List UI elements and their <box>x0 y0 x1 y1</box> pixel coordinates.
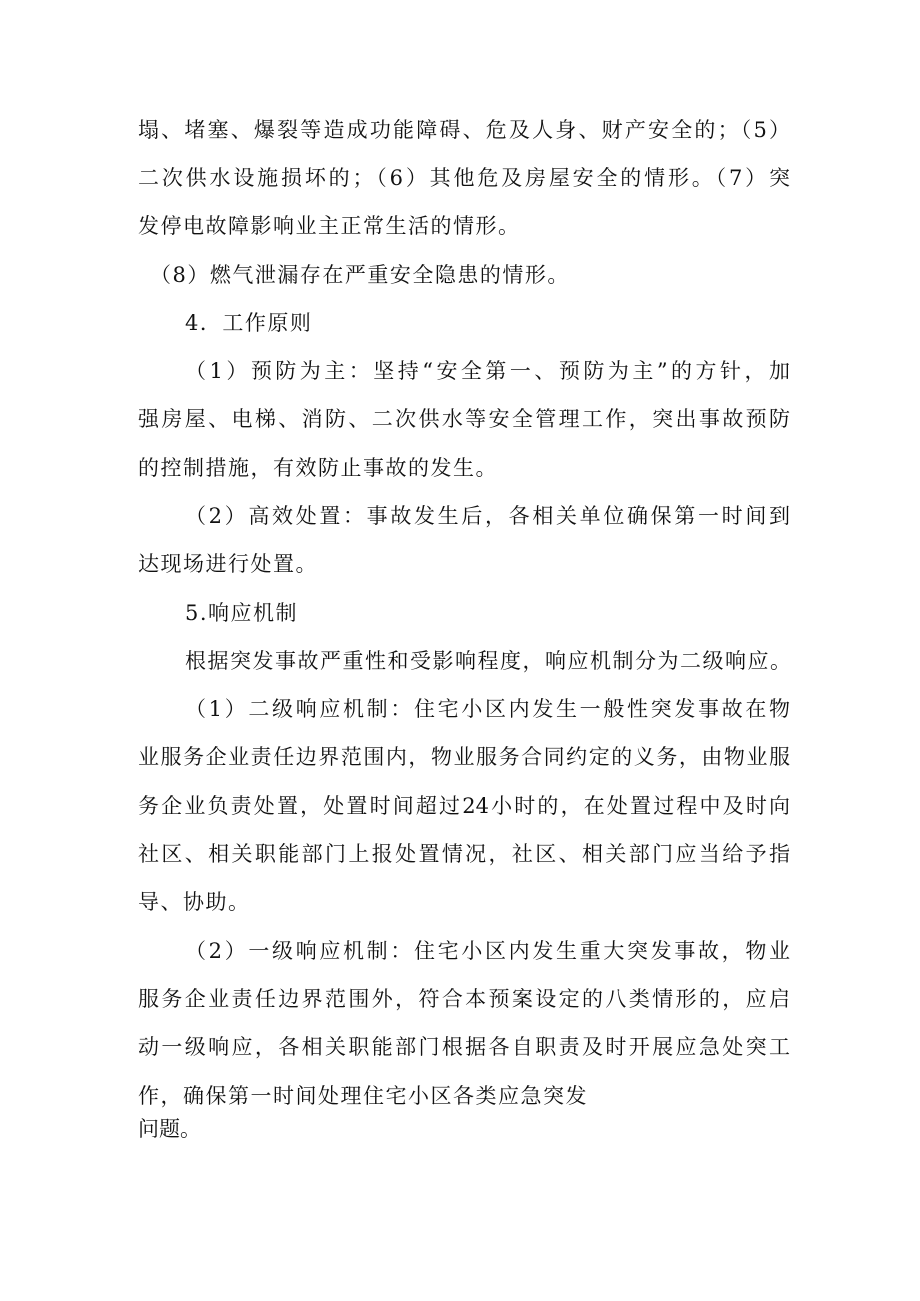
section-heading-4: 4．工作原则 <box>185 311 313 335</box>
text-line-8: 的控制措施，有效防止事故的发生。 <box>138 456 498 480</box>
text-line-22: 问题。 <box>138 1117 201 1141</box>
text-line-2: 二次供水设施损坏的；（6）其他危及房屋安全的情形。（7）突 <box>138 166 790 190</box>
text-line-19: 服务企业责任边界范围外，符合本预案设定的八类情形的，应启 <box>138 987 790 1011</box>
text-line-7: 强房屋、电梯、消防、二次供水等安全管理工作，突出事故预防 <box>138 407 790 431</box>
text-line-15: 务企业负责处置，处置时间超过24小时的，在处置过程中及时向 <box>138 794 790 818</box>
text-line-14: 业服务企业责任边界范围内，物业服务合同约定的义务，由物业服 <box>138 745 790 769</box>
text-line-17: 导、协助。 <box>138 890 251 914</box>
text-line-21: 作，确保第一时间处理住宅小区各类应急突发 <box>138 1084 588 1108</box>
text-line-18: （2）一级响应机制：住宅小区内发生重大突发事故，物业 <box>185 939 790 963</box>
text-line-13: （1）二级响应机制：住宅小区内发生一般性突发事故在物 <box>185 697 790 721</box>
text-line-1: 塌、堵塞、爆裂等造成功能障碍、危及人身、财产安全的；（5） <box>138 118 790 142</box>
text-line-12: 根据突发事故严重性和受影响程度，响应机制分为二级响应。 <box>185 649 793 673</box>
text-line-6: （1）预防为主：坚持“安全第一、预防为主”的方针，加 <box>185 359 790 383</box>
text-line-16: 社区、相关职能部门上报处置情况，社区、相关部门应当给予指 <box>138 842 790 866</box>
text-line-20: 动一级响应，各相关职能部门根据各自职责及时开展应急处突工 <box>138 1035 790 1059</box>
text-line-3: 发停电故障影响业主正常生活的情形。 <box>138 214 521 238</box>
text-line-10: 达现场进行处置。 <box>138 552 318 576</box>
text-line-9: （2）高效处置：事故发生后，各相关单位确保第一时间到 <box>185 504 790 528</box>
section-heading-5: 5.响应机制 <box>185 601 299 625</box>
text-line-4: （8）燃气泄漏存在严重安全隐患的情形。 <box>150 263 570 287</box>
